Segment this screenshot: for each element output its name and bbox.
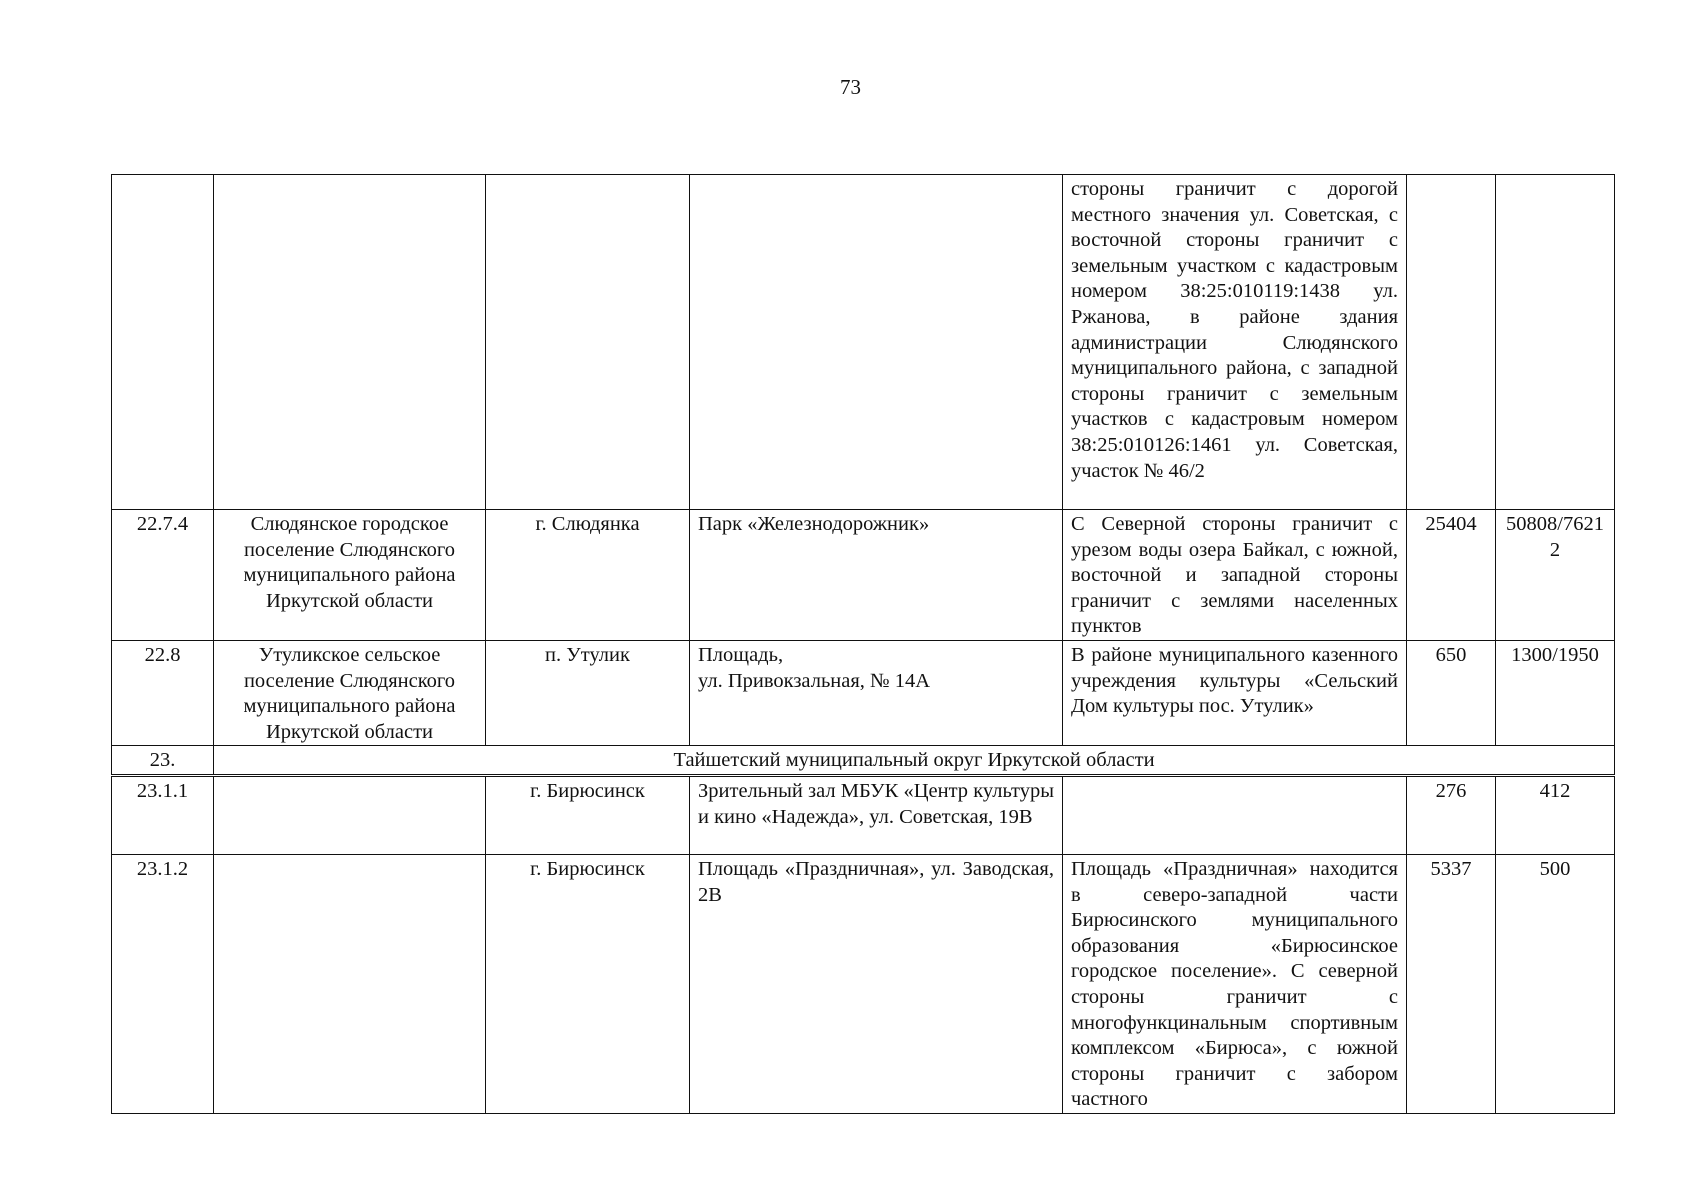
venues-table [111,174,1615,1114]
cell-capacity [1496,175,1615,510]
cell-description [1063,775,1407,854]
cell-municipality: Слюдянское городское поселение Слюдянского муниципального района Иркутской области [214,510,486,641]
cell-description: Площадь «Праздничная» находится в северо-западной части Бирюсинского муниципального образования «Бирюсинское городское поселение». С северной стороны граничит с многофункцинальным спортивным комплексом «Бирюса», с южной стороны граничит с забором частного [1063,854,1407,1113]
cell-area [1407,175,1496,510]
cell-area: 5337 [1407,854,1496,1113]
cell-municipality [214,854,486,1113]
table-row [112,510,1615,641]
cell-municipality [214,175,486,510]
cell-object: Площадь, ул. Привокзальная, № 14А [690,640,1063,745]
cell-number: 23.1.2 [112,854,214,1113]
cell-number [112,175,214,510]
cell-number: 23.1.1 [112,775,214,854]
cell-description: С Северной стороны граничит с урезом воды озера Байкал, с южной, восточной и западной стороны граничит с землями населенных пунктов [1063,510,1407,641]
cell-area: 650 [1407,640,1496,745]
section-row [112,746,1615,776]
cell-description: В районе муниципального казенного учреждения культуры «Сельский Дом культуры пос. Утулик» [1063,640,1407,745]
table-row [112,175,1615,510]
cell-number: 22.7.4 [112,510,214,641]
cell-capacity: 500 [1496,854,1615,1113]
cell-capacity: 50808/76212 [1496,510,1615,641]
cell-object: Зрительный зал МБУК «Центр культуры и кино «Надежда», ул. Советская, 19В [690,775,1063,854]
cell-locality [486,175,690,510]
cell-object: Площадь «Праздничная», ул. Заводская, 2В [690,854,1063,1113]
page-number: 73 [840,75,861,99]
cell-municipality [214,775,486,854]
cell-capacity: 412 [1496,775,1615,854]
table-row [112,640,1615,745]
cell-number: 22.8 [112,640,214,745]
cell-capacity: 1300/1950 [1496,640,1615,745]
cell-locality: п. Утулик [486,640,690,745]
cell-description: стороны граничит с дорогой местного значения ул. Советская, с восточной стороны граничит с земельным участком с кадастровым номером 38:25:010119:1438 ул. Ржанова, в районе здания администрации Слюдянского муниципального района, с западной стороны граничит с земельным участков с кадастровым номером 38:25:010126:1461 ул. Советская, участок № 46/2 [1063,175,1407,510]
cell-municipality: Утуликское сельское поселение Слюдянского муниципального района Иркутской области [214,640,486,745]
cell-object: Парк «Железнодорожник» [690,510,1063,641]
section-title: Тайшетский муниципальный округ Иркутской области [214,746,1615,776]
cell-locality: г. Бирюсинск [486,775,690,854]
table-row [112,854,1615,1113]
cell-locality: г. Бирюсинск [486,854,690,1113]
section-number: 23. [112,746,214,776]
cell-object [690,175,1063,510]
cell-area: 276 [1407,775,1496,854]
table-row [112,775,1615,854]
cell-locality: г. Слюдянка [486,510,690,641]
cell-area: 25404 [1407,510,1496,641]
